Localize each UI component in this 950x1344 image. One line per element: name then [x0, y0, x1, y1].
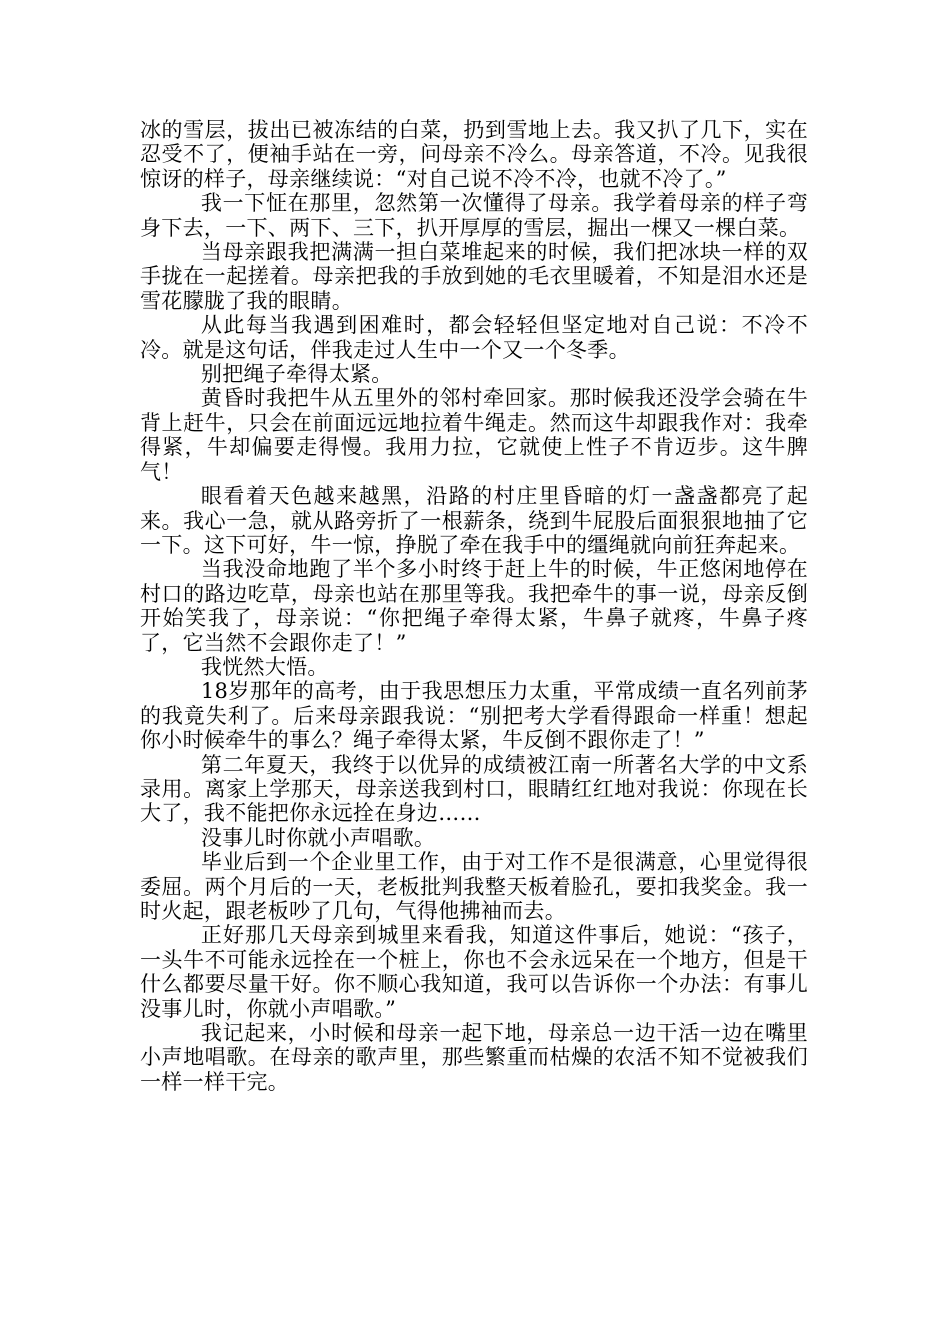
paragraph-2: 我一下怔在那里，忽然第一次懂得了母亲。我学着母亲的样子弯身下去，一下、两下、三下，扒开厚厚的雪层，掘出一棵又一棵白菜。 — [140, 191, 808, 240]
paragraph-14: 正好那几天母亲到城里来看我，知道这件事后，她说：“孩子，一头牛不可能永远拴在一个桩上，你也不会永远呆在一个地方，但是干什么都要尽量干好。你不顺心我知道，我可以告诉你一个办法：有事儿没事儿时，你就小声唱歌。” — [140, 923, 808, 1021]
paragraph-13: 毕业后到一个企业里工作，由于对工作不是很满意，心里觉得很委屈。两个月后的一天，老板批判我整天板着脸孔，要扣我奖金。我一时火起，跟老板吵了几句，气得他拂袖而去。 — [140, 850, 808, 923]
section-heading-rope: 别把绳子牵得太紧。 — [200, 362, 393, 387]
paragraph-10: 18岁那年的高考，由于我思想压力太重，平常成绩一直名列前茅的我竟失利了。后来母亲跟我说：“别把考大学看得跟命一样重！想起你小时候牵牛的事么？绳子牵得太紧，牛反倒不跟你走了！” — [140, 679, 808, 753]
document-page — [140, 118, 808, 1094]
paragraph-3: 当母亲跟我把满满一担白菜堆起来的时候，我们把冰块一样的双手拢在一起搓着。母亲把我的手放到她的毛衣里暖着，不知是泪水还是雪花朦胧了我的眼睛。 — [140, 240, 808, 313]
paragraph-11: 第二年夏天，我终于以优异的成绩被江南一所著名大学的中文系录用。离家上学那天，母亲送我到村口，眼睛红红地对我说：你现在长大了，我不能把你永远拴在身边…… — [140, 752, 808, 826]
paragraph-15: 我记起来，小时候和母亲一起下地，母亲总一边干活一边在嘴里小声地唱歌。在母亲的歌声里，那些繁重而枯燥的农活不知不觉被我们一样一样干完。 — [140, 1021, 808, 1094]
paragraph-8: 当我没命地跑了半个多小时终于赶上牛的时候，牛正悠闲地停在村口的路边吃草，母亲也站在那里等我。我把牵牛的事一说，母亲反倒开始笑我了，母亲说：“你把绳子牵得太紧，牛鼻子就疼，牛鼻子疼了，它当然不会跟你走了！” — [140, 557, 808, 655]
paragraph-4: 从此每当我遇到困难时，都会轻轻但坚定地对自己说：不冷不冷。就是这句话，伴我走过人生中一个又一个冬季。 — [140, 313, 808, 362]
paragraph-9: 我恍然大悟。 — [200, 654, 329, 679]
section-heading-sing: 没事儿时你就小声唱歌。 — [200, 825, 436, 850]
paragraph-6: 黄昏时我把牛从五里外的邻村牵回家。那时候我还没学会骑在牛背上赶牛，只会在前面远远地拉着牛绳走。然而这牛却跟我作对：我牵得紧，牛却偏要走得慢。我用力拉，它就使上性子不肯迈步。这牛脾气！ — [140, 386, 808, 484]
paragraph-1: 冰的雪层，拔出已被冻结的白菜，扔到雪地上去。我又扒了几下，实在忍受不了，便袖手站在一旁，问母亲不冷么。母亲答道，不冷。见我很惊讶的样子，母亲继续说：“对自己说不冷不冷，也就不冷了。” — [140, 118, 808, 191]
paragraph-7: 眼看着天色越来越黑，沿路的村庄里昏暗的灯一盏盏都亮了起来。我心一急，就从路旁折了一根薪条，绕到牛屁股后面狠狠地抽了它一下。这下可好，牛一惊，挣脱了牵在我手中的缰绳就向前狂奔起来。 — [140, 484, 808, 557]
